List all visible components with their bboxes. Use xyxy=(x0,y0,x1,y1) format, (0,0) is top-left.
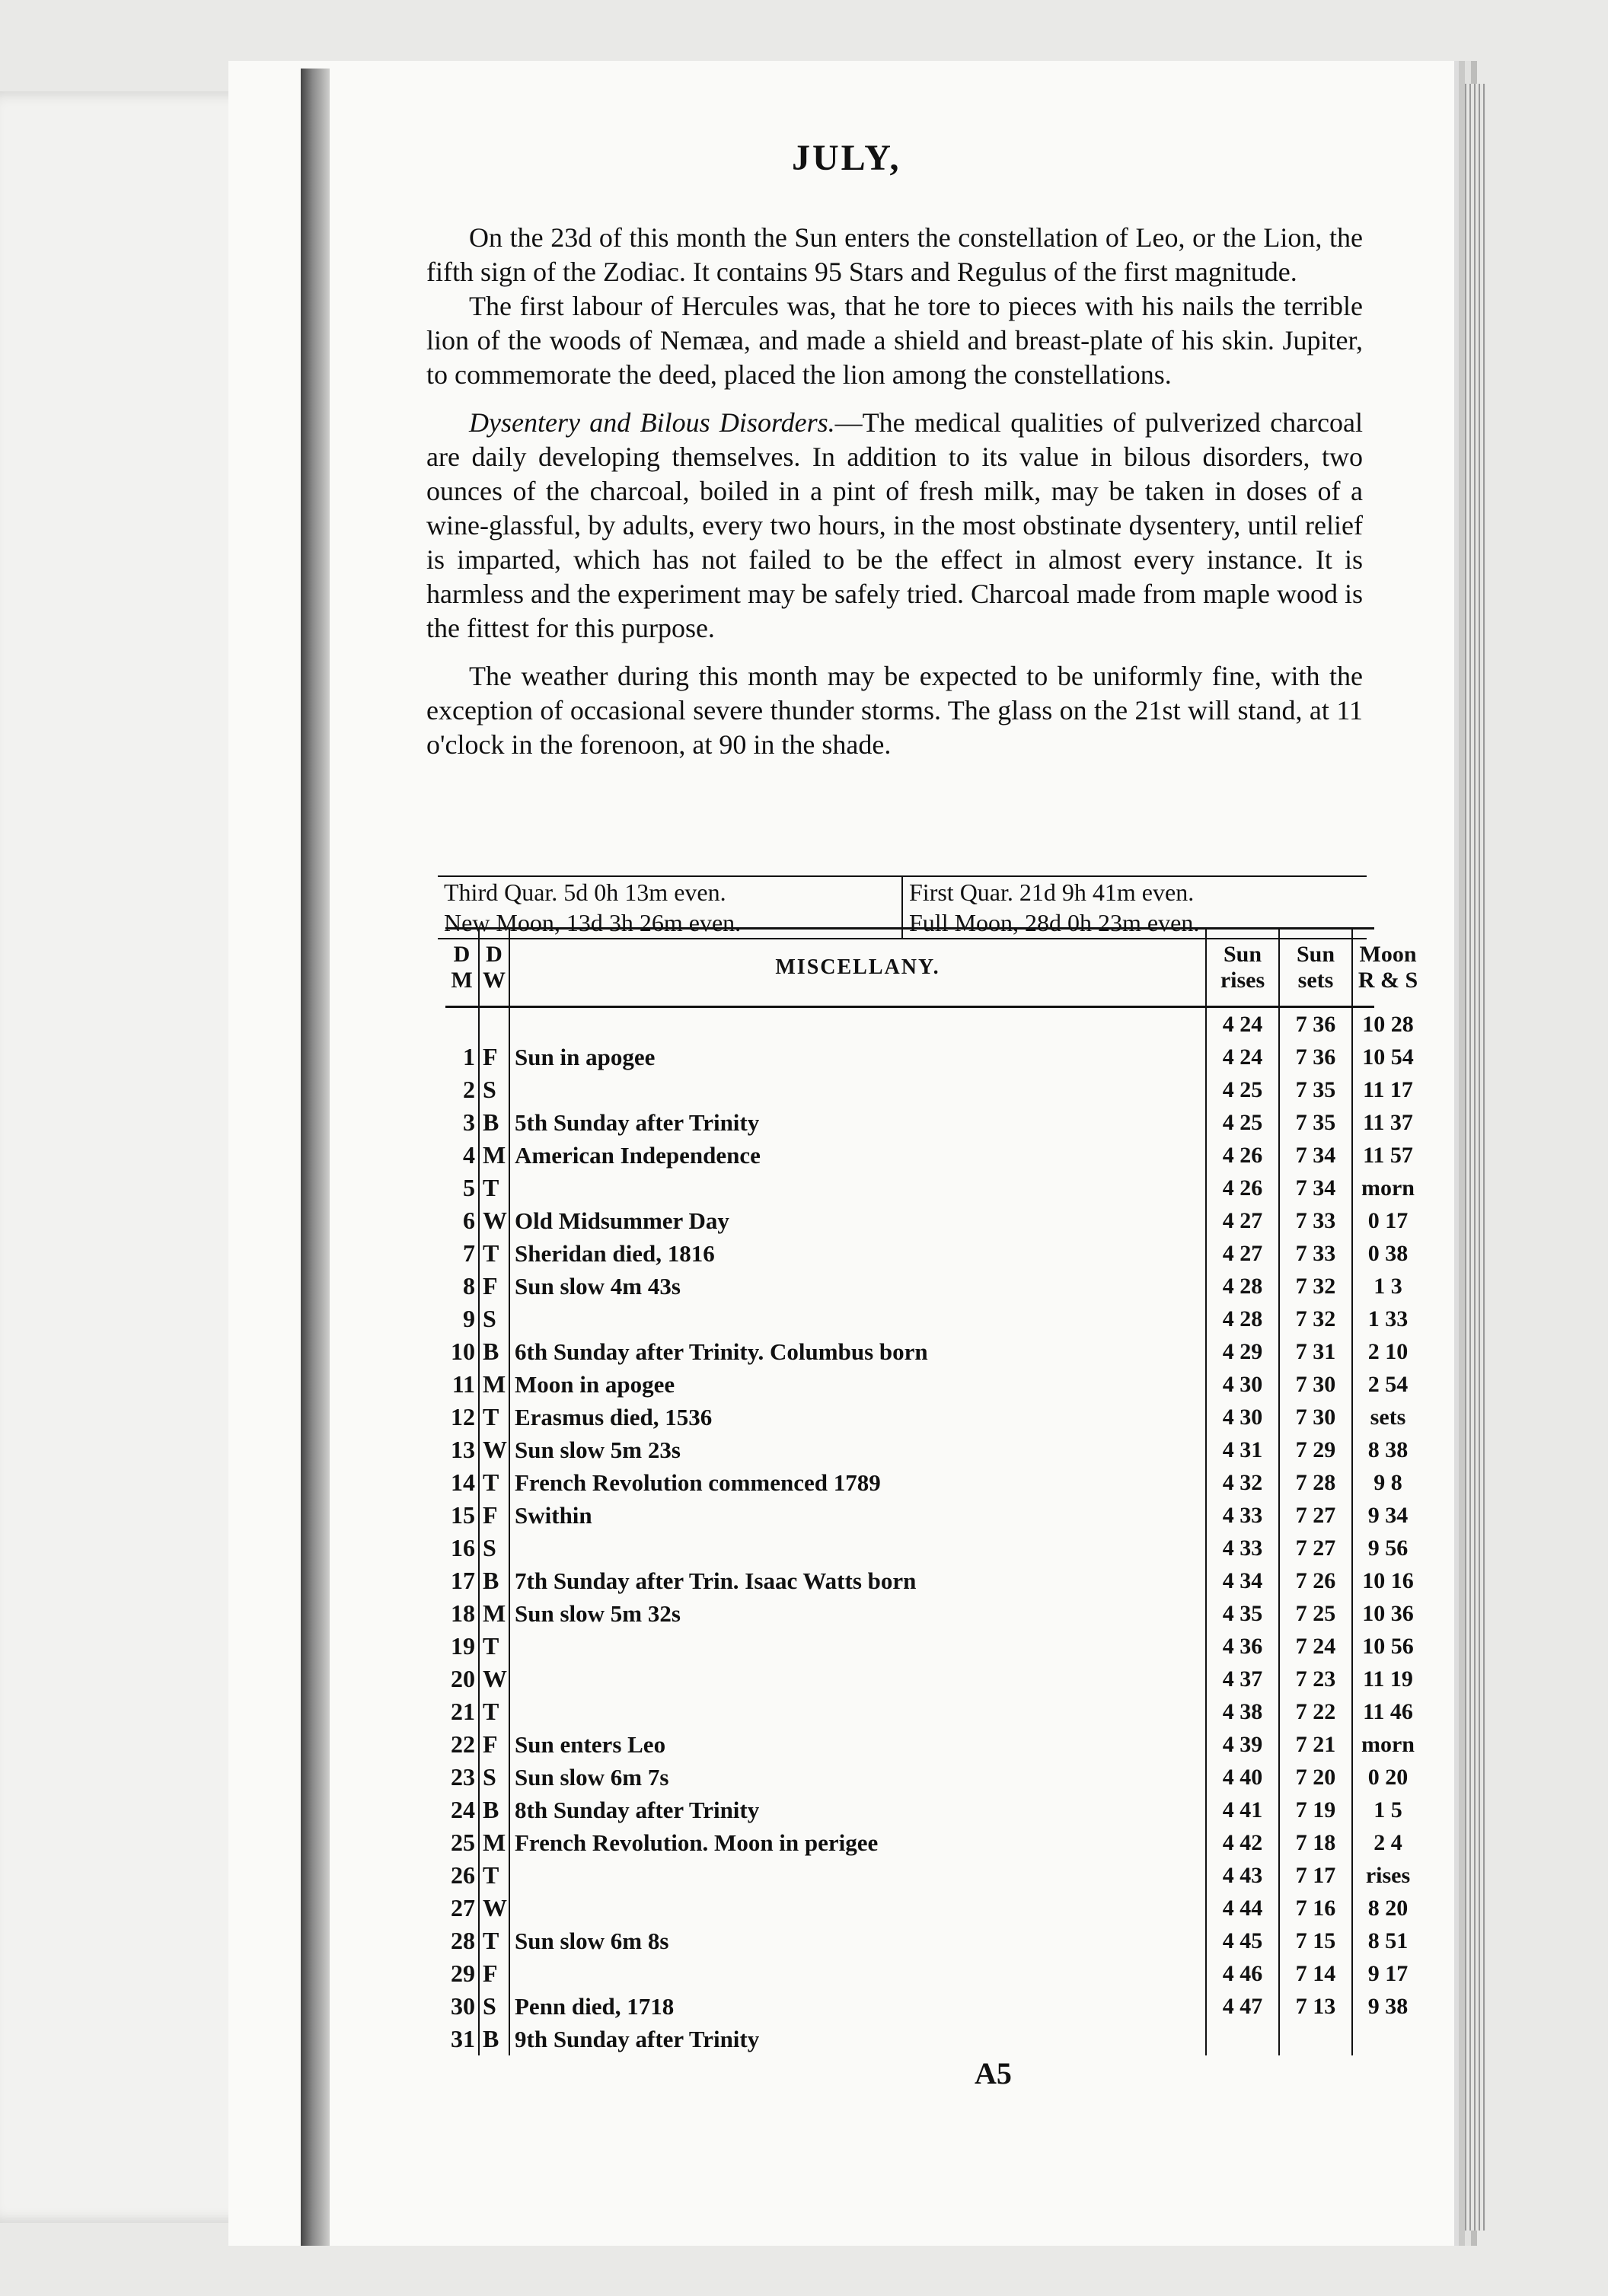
moon-rise-set: 2 10 xyxy=(1367,1339,1409,1364)
sun-sets: 7 32 xyxy=(1280,1303,1353,1335)
sun-rises: 4 46 xyxy=(1207,1957,1280,1990)
event: Moon in apogee xyxy=(510,1368,1207,1401)
table-row xyxy=(445,1990,1409,2023)
moon-rise-set: 10 56 xyxy=(1362,1634,1414,1659)
page-title: JULY, xyxy=(792,138,901,178)
event xyxy=(510,1859,1207,1892)
table-row xyxy=(445,1368,1409,1401)
day-of-week: T xyxy=(480,1466,510,1499)
event: Sun slow 5m 32s xyxy=(510,1597,1207,1630)
event xyxy=(510,1172,1207,1204)
moon-rise-set: rises xyxy=(1365,1863,1411,1888)
sun-sets: 7 27 xyxy=(1280,1532,1353,1564)
table-row xyxy=(445,1761,1409,1794)
moon-rise-set xyxy=(1353,2023,1423,2055)
sun-rises: 4 26 xyxy=(1207,1139,1280,1172)
day-of-month: 13 xyxy=(445,1433,480,1466)
day-of-week: W xyxy=(480,1663,510,1695)
sun-sets: 7 18 xyxy=(1280,1826,1353,1859)
sun-sets: 7 22 xyxy=(1280,1695,1353,1728)
event: Sun in apogee xyxy=(510,1041,1207,1073)
moon-rise-set: 8 51 xyxy=(1367,1928,1409,1953)
day-of-week: F xyxy=(480,1499,510,1532)
full-moon: Full Moon, 28d 0h 23m even. xyxy=(909,909,1200,936)
sun-sets: 7 35 xyxy=(1280,1073,1353,1106)
sun-rises: 4 25 xyxy=(1207,1073,1280,1106)
day-of-week: S xyxy=(480,1990,510,2023)
day-of-month: 22 xyxy=(445,1728,480,1761)
sun-sets: 7 19 xyxy=(1280,1794,1353,1826)
table-row xyxy=(445,1172,1415,1204)
moon-rise-set: 11 19 xyxy=(1363,1666,1413,1692)
table-row xyxy=(445,1695,1413,1728)
event xyxy=(510,1303,1207,1335)
sun-sets: 7 24 xyxy=(1280,1630,1353,1663)
day-of-month: 6 xyxy=(445,1204,480,1237)
sun-rises: 4 35 xyxy=(1207,1597,1280,1630)
moon-rise-set: sets xyxy=(1370,1405,1406,1430)
day-of-month: 8 xyxy=(445,1270,480,1303)
moon-rise-set: 11 57 xyxy=(1363,1143,1413,1168)
sun-rises: 4 36 xyxy=(1207,1630,1280,1663)
sun-sets xyxy=(1280,2023,1353,2055)
table-row xyxy=(445,1663,1413,1695)
page-number: A5 xyxy=(975,2056,1012,2090)
event xyxy=(510,1073,1207,1106)
day-of-month xyxy=(445,1008,480,1041)
day-of-week: S xyxy=(480,1761,510,1794)
sun-sets: 7 13 xyxy=(1280,1990,1353,2023)
header-miscellany: MISCELLANY. xyxy=(510,930,1207,1006)
moon-rise-set: 0 38 xyxy=(1367,1241,1409,1266)
day-of-month: 30 xyxy=(445,1990,480,2023)
moon-rise-set: 9 17 xyxy=(1367,1961,1409,1986)
moon-rise-set: 1 3 xyxy=(1374,1274,1402,1299)
event xyxy=(510,1892,1207,1924)
day-of-month: 17 xyxy=(445,1564,480,1597)
sun-rises: 4 27 xyxy=(1207,1204,1280,1237)
day-of-week: W xyxy=(480,1204,510,1237)
moon-rise-set: 11 17 xyxy=(1363,1077,1413,1102)
sun-sets: 7 34 xyxy=(1280,1172,1353,1204)
day-of-month: 16 xyxy=(445,1532,480,1564)
sun-rises: 4 28 xyxy=(1207,1303,1280,1335)
sun-sets: 7 14 xyxy=(1280,1957,1353,1990)
sun-sets: 7 30 xyxy=(1280,1401,1353,1433)
table-row xyxy=(445,1335,1409,1368)
table-row xyxy=(445,1401,1406,1433)
event: Sheridan died, 1816 xyxy=(510,1237,1207,1270)
sun-sets: 7 35 xyxy=(1280,1106,1353,1139)
sun-rises: 4 31 xyxy=(1207,1433,1280,1466)
day-of-month: 19 xyxy=(445,1630,480,1663)
day-of-week: T xyxy=(480,1695,510,1728)
moon-rise-set: 10 28 xyxy=(1362,1012,1414,1037)
sun-rises: 4 28 xyxy=(1207,1270,1280,1303)
event: 6th Sunday after Trinity. Columbus born xyxy=(510,1335,1207,1368)
event: American Independence xyxy=(510,1139,1207,1172)
sun-sets: 7 15 xyxy=(1280,1924,1353,1957)
table-row xyxy=(445,1204,1409,1237)
moon-rise-set: 9 56 xyxy=(1367,1535,1409,1561)
day-of-week: F xyxy=(480,1957,510,1990)
event: Erasmus died, 1536 xyxy=(510,1401,1207,1433)
sun-sets: 7 27 xyxy=(1280,1499,1353,1532)
day-of-month: 29 xyxy=(445,1957,480,1990)
sun-rises: 4 30 xyxy=(1207,1368,1280,1401)
header-day-month: D M xyxy=(445,930,480,1006)
sun-rises: 4 38 xyxy=(1207,1695,1280,1728)
table-row xyxy=(445,1597,1414,1630)
day-of-month: 3 xyxy=(445,1106,480,1139)
day-of-week: W xyxy=(480,1892,510,1924)
day-of-week: S xyxy=(480,1532,510,1564)
table-row xyxy=(445,1859,1411,1892)
event: French Revolution. Moon in perigee xyxy=(510,1826,1207,1859)
table-row xyxy=(445,1041,1414,1073)
moon-rise-set: 9 38 xyxy=(1367,1994,1409,2019)
day-of-month: 7 xyxy=(445,1237,480,1270)
table-row xyxy=(445,1237,1409,1270)
day-of-month: 4 xyxy=(445,1139,480,1172)
intro-text xyxy=(426,221,1363,762)
moon-rise-set: 0 20 xyxy=(1367,1765,1409,1790)
day-of-month: 12 xyxy=(445,1401,480,1433)
moon-rise-set: 2 54 xyxy=(1367,1372,1409,1397)
day-of-week: F xyxy=(480,1728,510,1761)
event: Sun slow 6m 7s xyxy=(510,1761,1207,1794)
sun-sets: 7 33 xyxy=(1280,1204,1353,1237)
sun-sets: 7 34 xyxy=(1280,1139,1353,1172)
day-of-month: 26 xyxy=(445,1859,480,1892)
day-of-month: 25 xyxy=(445,1826,480,1859)
sun-rises: 4 47 xyxy=(1207,1990,1280,2023)
day-of-week: T xyxy=(480,1630,510,1663)
sun-rises: 4 33 xyxy=(1207,1532,1280,1564)
event: 5th Sunday after Trinity xyxy=(510,1106,1207,1139)
sun-rises: 4 45 xyxy=(1207,1924,1280,1957)
table-row xyxy=(445,1794,1402,1826)
day-of-month: 14 xyxy=(445,1466,480,1499)
sun-sets: 7 32 xyxy=(1280,1270,1353,1303)
day-of-week: M xyxy=(480,1368,510,1401)
event: Penn died, 1718 xyxy=(510,1990,1207,2023)
day-of-week: T xyxy=(480,1859,510,1892)
day-of-week: B xyxy=(480,1106,510,1139)
sun-rises: 4 42 xyxy=(1207,1826,1280,1859)
sun-sets: 7 20 xyxy=(1280,1761,1353,1794)
day-of-month: 23 xyxy=(445,1761,480,1794)
sun-rises: 4 27 xyxy=(1207,1237,1280,1270)
moon-rise-set: 10 16 xyxy=(1362,1568,1414,1593)
sun-sets: 7 21 xyxy=(1280,1728,1353,1761)
day-of-week xyxy=(480,1008,510,1041)
day-of-week: F xyxy=(480,1270,510,1303)
table-row xyxy=(445,1826,1402,1859)
day-of-month: 11 xyxy=(445,1368,480,1401)
sun-rises: 4 32 xyxy=(1207,1466,1280,1499)
sun-sets: 7 31 xyxy=(1280,1335,1353,1368)
day-of-week: M xyxy=(480,1597,510,1630)
sun-rises: 4 26 xyxy=(1207,1172,1280,1204)
day-of-month: 24 xyxy=(445,1794,480,1826)
sun-rises: 4 43 xyxy=(1207,1859,1280,1892)
sun-sets: 7 36 xyxy=(1280,1008,1353,1041)
day-of-month: 2 xyxy=(445,1073,480,1106)
table-row xyxy=(445,1008,1414,1041)
day-of-week: M xyxy=(480,1139,510,1172)
table-row xyxy=(445,1630,1414,1663)
header-day-week: D W xyxy=(480,930,510,1006)
sun-sets: 7 23 xyxy=(1280,1663,1353,1695)
table-row xyxy=(445,1073,1413,1106)
event: Sun slow 4m 43s xyxy=(510,1270,1207,1303)
moon-rise-set: morn xyxy=(1361,1732,1415,1757)
moon-rise-set: 2 4 xyxy=(1374,1830,1402,1855)
sun-rises: 4 30 xyxy=(1207,1401,1280,1433)
moon-rise-set: 10 54 xyxy=(1362,1044,1414,1070)
event: Sun slow 5m 23s xyxy=(510,1433,1207,1466)
moon-rise-set: 9 8 xyxy=(1374,1470,1402,1495)
event: Sun enters Leo xyxy=(510,1728,1207,1761)
event: French Revolution commenced 1789 xyxy=(510,1466,1207,1499)
paragraph-dysentery-body: —The medical qualities of pulverized charcoal are daily developing themselves. In addition to its value in bilous disorders, two ounces of the charcoal, boiled in a pint of fresh milk, may be taken in doses of a wine-glassful, by adults, every two hours, in the most obstinate dysentery, until relief is imparted, which has not failed to be the effect in almost every instance. It is harmless and the experiment may be safely tried. Charcoal made from maple wood is the fittest for this purpose. xyxy=(426,407,1363,643)
sun-rises: 4 39 xyxy=(1207,1728,1280,1761)
new-moon: New Moon, 13d 3h 26m even. xyxy=(444,909,742,936)
page-edges xyxy=(1465,84,1486,2231)
sun-rises: 4 44 xyxy=(1207,1892,1280,1924)
sun-sets: 7 33 xyxy=(1280,1237,1353,1270)
event xyxy=(510,1630,1207,1663)
sun-sets: 7 16 xyxy=(1280,1892,1353,1924)
day-of-week: T xyxy=(480,1237,510,1270)
table-row xyxy=(445,1139,1413,1172)
sun-rises: 4 40 xyxy=(1207,1761,1280,1794)
event: Swithin xyxy=(510,1499,1207,1532)
sun-sets: 7 17 xyxy=(1280,1859,1353,1892)
table-row xyxy=(445,2023,1374,2055)
day-of-month: 20 xyxy=(445,1663,480,1695)
header-sun-sets: Sun sets xyxy=(1280,930,1353,1006)
event: Old Midsummer Day xyxy=(510,1204,1207,1237)
table-header xyxy=(445,927,1418,1008)
table-row xyxy=(445,1957,1409,1990)
sun-sets: 7 26 xyxy=(1280,1564,1353,1597)
table-row xyxy=(445,1924,1409,1957)
day-of-week: S xyxy=(480,1073,510,1106)
day-of-month: 27 xyxy=(445,1892,480,1924)
sun-sets: 7 28 xyxy=(1280,1466,1353,1499)
table-row xyxy=(445,1433,1409,1466)
sun-sets: 7 25 xyxy=(1280,1597,1353,1630)
moon-rise-set: 1 5 xyxy=(1374,1797,1402,1822)
event xyxy=(510,1663,1207,1695)
day-of-week: W xyxy=(480,1433,510,1466)
paragraph-lead: Dysentery and Bilous Disorders. xyxy=(469,407,835,438)
moon-rise-set: morn xyxy=(1361,1175,1415,1201)
day-of-month: 5 xyxy=(445,1172,480,1204)
moon-rise-set: 8 20 xyxy=(1367,1896,1409,1921)
sun-rises: 4 33 xyxy=(1207,1499,1280,1532)
day-of-month: 31 xyxy=(445,2023,480,2055)
day-of-month: 15 xyxy=(445,1499,480,1532)
day-of-month: 28 xyxy=(445,1924,480,1957)
table-row xyxy=(445,1892,1409,1924)
sun-rises: 4 41 xyxy=(1207,1794,1280,1826)
moon-rise-set: 11 37 xyxy=(1363,1110,1413,1135)
paragraph-dysentery xyxy=(426,406,1363,646)
header-sun-rises: Sun rises xyxy=(1207,930,1280,1006)
paragraph-leo: On the 23d of this month the Sun enters the constellation of Leo, or the Lion, the fifth sign of the Zodiac. It contains 95 Stars and Regulus of the first magnitude. xyxy=(426,222,1363,287)
sun-sets: 7 30 xyxy=(1280,1368,1353,1401)
table-body xyxy=(445,1008,1415,2055)
moon-rise-set: 10 36 xyxy=(1362,1601,1414,1626)
table-row xyxy=(445,1270,1402,1303)
moon-rise-set: 8 38 xyxy=(1367,1437,1409,1462)
day-of-week: B xyxy=(480,1335,510,1368)
paragraph-weather: The weather during this month may be expected to be uniformly fine, with the exception of occasional severe thunder storms. The glass on the 21st will stand, at 11 o'clock in the forenoon, at 90 in the shade. xyxy=(426,661,1363,760)
sun-rises: 4 25 xyxy=(1207,1106,1280,1139)
day-of-week: S xyxy=(480,1303,510,1335)
day-of-week: M xyxy=(480,1826,510,1859)
event: 7th Sunday after Trin. Isaac Watts born xyxy=(510,1564,1207,1597)
header-moon: Moon R & S xyxy=(1358,942,1418,993)
moon-rise-set: 0 17 xyxy=(1367,1208,1409,1233)
table-row xyxy=(445,1532,1409,1564)
sun-rises xyxy=(1207,2023,1280,2055)
sun-sets: 7 36 xyxy=(1280,1041,1353,1073)
sun-sets: 7 29 xyxy=(1280,1433,1353,1466)
table-row xyxy=(445,1728,1415,1761)
paragraph-hercules: The first labour of Hercules was, that he tore to pieces with his nails the terrible lion of the woods of Nemæa, and made a shield and breast-plate of his skin. Jupiter, to commemorate the deed, placed the lion among the constellations. xyxy=(426,291,1363,390)
day-of-month: 10 xyxy=(445,1335,480,1368)
moon-rise-set: 9 34 xyxy=(1367,1503,1409,1528)
day-of-week: T xyxy=(480,1172,510,1204)
almanac-table xyxy=(445,927,1418,2055)
sun-rises: 4 24 xyxy=(1207,1008,1280,1041)
sun-rises: 4 37 xyxy=(1207,1663,1280,1695)
first-quarter: First Quar. 21d 9h 41m even. xyxy=(909,879,1195,906)
day-of-month: 9 xyxy=(445,1303,480,1335)
table-row xyxy=(445,1466,1402,1499)
book-gutter xyxy=(301,69,330,2246)
event: 8th Sunday after Trinity xyxy=(510,1794,1207,1826)
sun-rises: 4 34 xyxy=(1207,1564,1280,1597)
table-row xyxy=(445,1499,1409,1532)
day-of-week: F xyxy=(480,1041,510,1073)
day-of-week: T xyxy=(480,1401,510,1433)
event xyxy=(510,1695,1207,1728)
third-quarter: Third Quar. 5d 0h 13m even. xyxy=(444,879,726,906)
moon-rise-set: 11 46 xyxy=(1363,1699,1413,1724)
day-of-week: B xyxy=(480,2023,510,2055)
day-of-month: 1 xyxy=(445,1041,480,1073)
table-row xyxy=(445,1564,1414,1597)
event: Sun slow 6m 8s xyxy=(510,1924,1207,1957)
event xyxy=(510,1008,1207,1041)
event xyxy=(510,1957,1207,1990)
sun-rises: 4 24 xyxy=(1207,1041,1280,1073)
day-of-week: B xyxy=(480,1564,510,1597)
event: 9th Sunday after Trinity xyxy=(510,2023,1207,2055)
table-row xyxy=(445,1303,1409,1335)
day-of-month: 21 xyxy=(445,1695,480,1728)
day-of-month: 18 xyxy=(445,1597,480,1630)
moon-rise-set: 1 33 xyxy=(1367,1306,1409,1331)
day-of-week: B xyxy=(480,1794,510,1826)
sun-rises: 4 29 xyxy=(1207,1335,1280,1368)
table-row xyxy=(445,1106,1413,1139)
event xyxy=(510,1532,1207,1564)
day-of-week: T xyxy=(480,1924,510,1957)
